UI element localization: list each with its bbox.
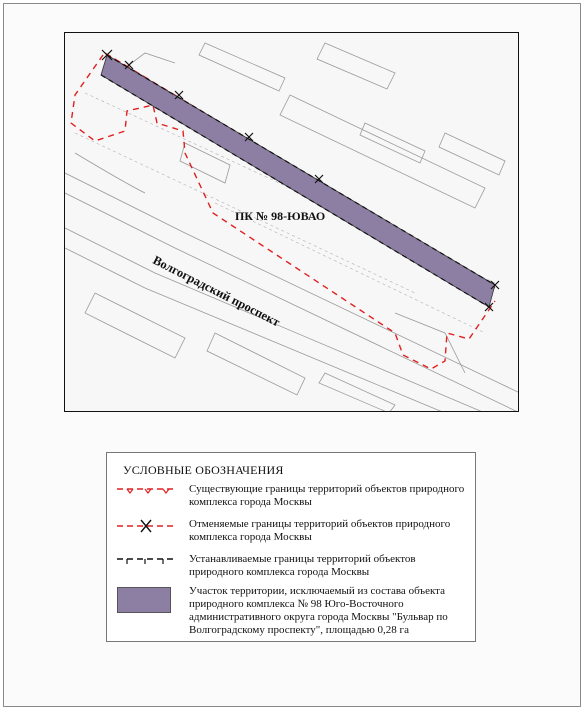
black-dashed-line-icon [115, 553, 175, 573]
legend-item-cancelled [115, 518, 471, 548]
legend-item-label: Участок территории, исключаемый из состава объекта природного комплекса № 98 Юго-Восточного административного округа города Москвы "Бульвар по Волгоградскому проспекту", площадью 0,28 га [189, 585, 448, 636]
purple-area-swatch-icon [117, 587, 171, 613]
map-object-label: ПК № 98-ЮВАО [235, 209, 326, 223]
legend-item-label: Существующие границы территорий объектов природного комплекса города Москвы [189, 483, 465, 508]
legend-item-label: Отменяемые границы территорий объектов природного комплекса города Москвы [189, 518, 451, 543]
legend-item-established [115, 553, 471, 583]
map-sheet [3, 3, 581, 707]
legend-title: УСЛОВНЫЕ ОБОЗНАЧЕНИЯ [123, 463, 284, 477]
legend-panel [106, 452, 476, 642]
red-crossed-line-icon [115, 518, 175, 542]
map-view[interactable] [64, 32, 519, 412]
street-label: Волгоградский проспект [150, 253, 283, 330]
map-background [65, 43, 519, 412]
red-dashed-line-icon [115, 483, 175, 503]
legend-item-excluded [115, 585, 471, 641]
legend-item-label: Устанавливаемые границы территорий объектов природного комплекса города Москвы [189, 553, 416, 578]
legend-item-existing [115, 483, 471, 513]
